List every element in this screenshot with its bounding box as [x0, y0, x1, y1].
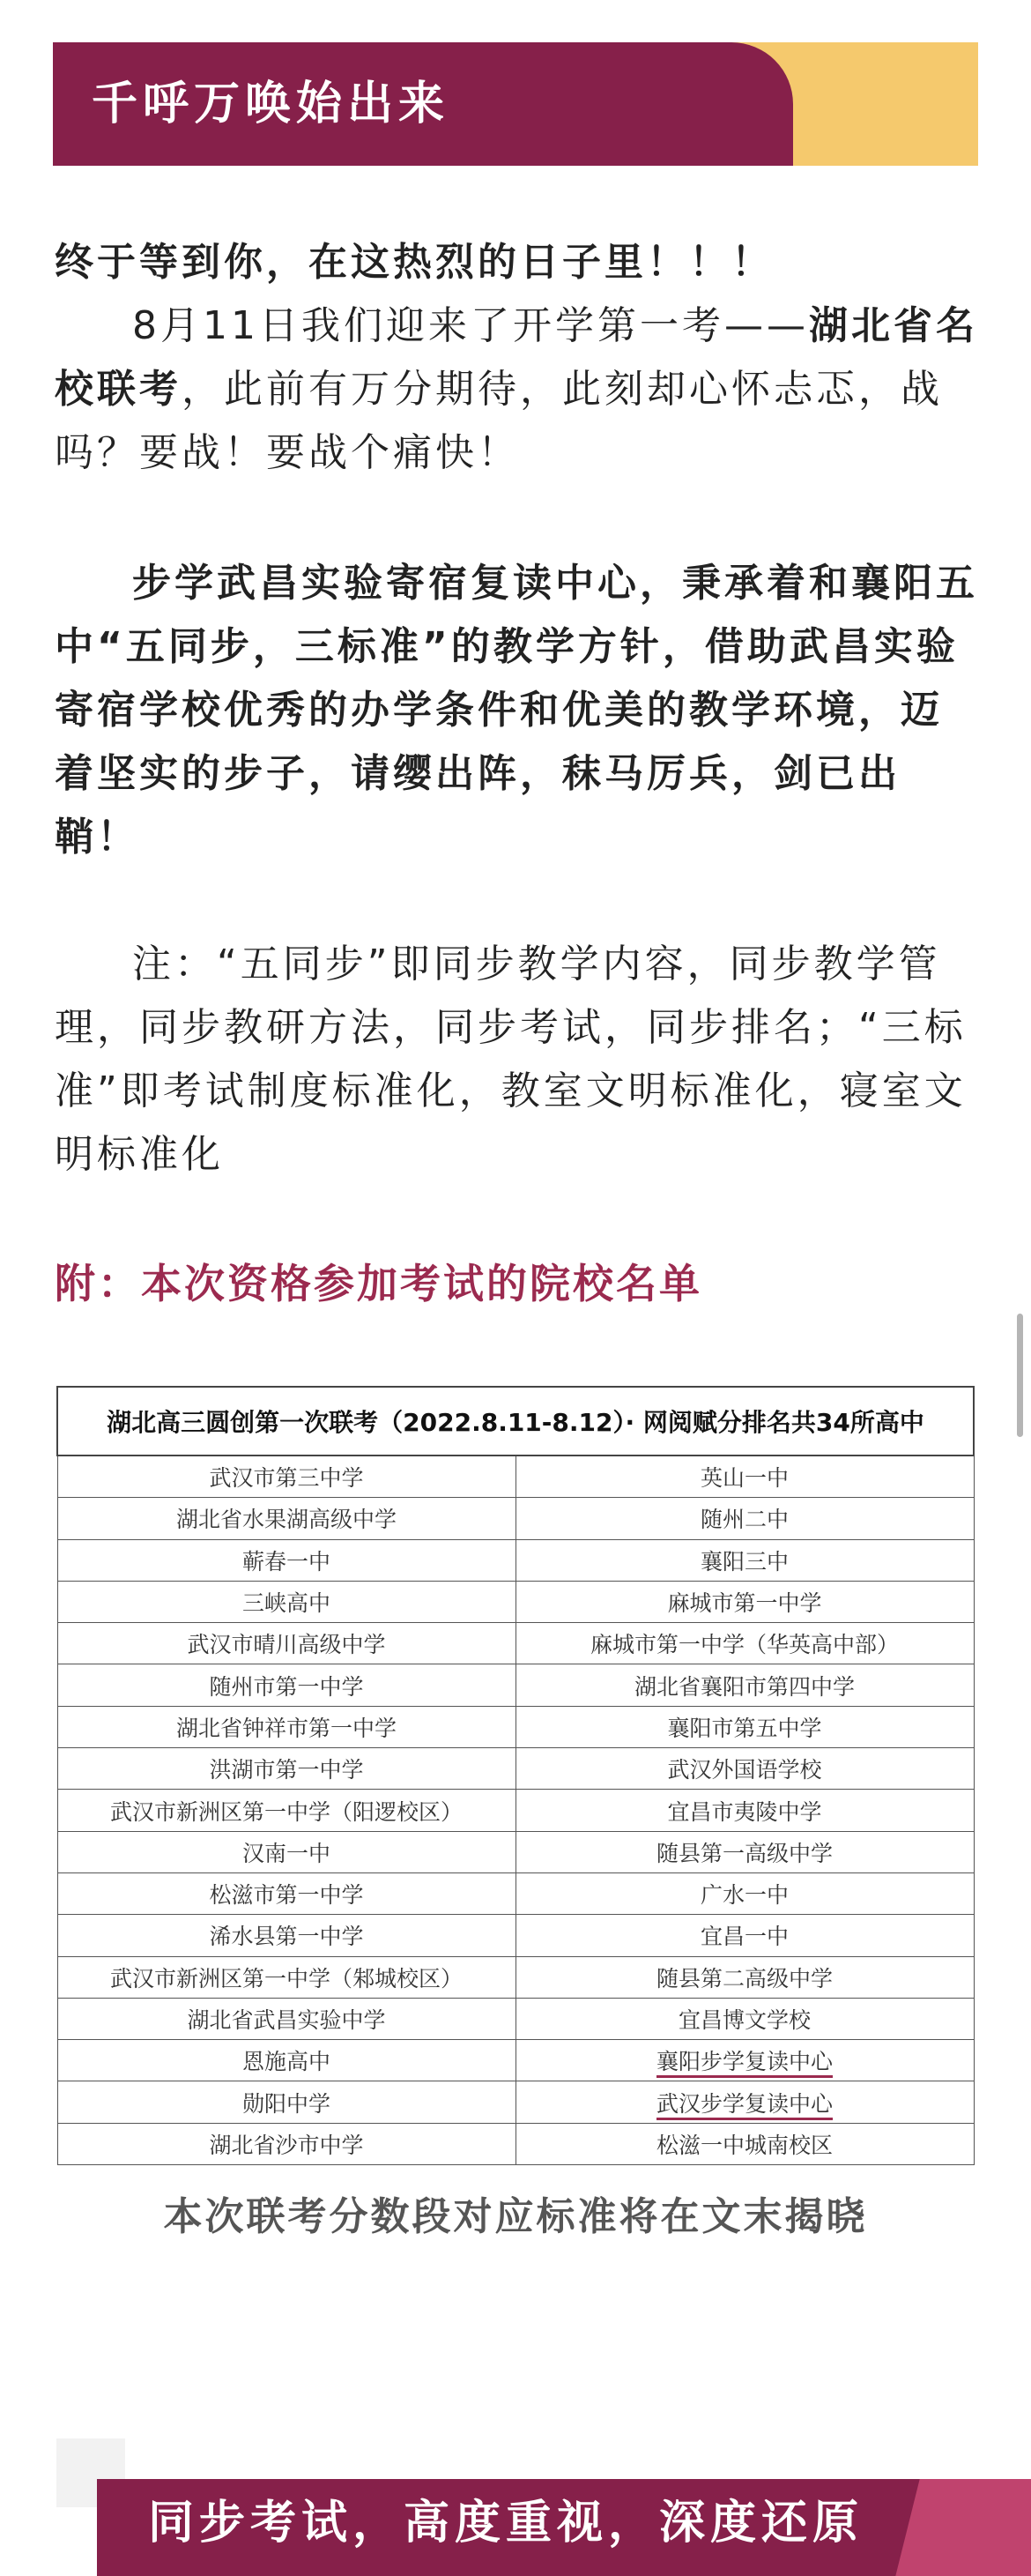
school-name: 武汉步学复读中心	[656, 2091, 833, 2120]
school-name: 恩施高中	[241, 2049, 330, 2075]
appendix-title: 附：本次资格参加考试的院校名单	[55, 1260, 702, 1307]
table-cell	[516, 1456, 974, 1498]
school-name: 蕲春一中	[241, 1548, 330, 1575]
table-row	[57, 2081, 974, 2123]
mission-paragraph: 步学武昌实验寄宿复读中心，秉承着和襄阳五中“五同步，三标准”的教学方针，借助武昌实验寄宿学校优秀的办学条件和优美的教学环境，迈着坚实的步子，请缨出阵，秣马厉兵，剑已出鞘！	[55, 561, 978, 860]
school-name: 勋阳中学	[241, 2090, 330, 2117]
table-cell	[516, 1581, 974, 1622]
school-name: 宜昌博文学校	[678, 2007, 811, 2033]
table-cell	[57, 1581, 516, 1622]
section-banner-2	[97, 2479, 978, 2576]
school-name: 随州二中	[700, 1507, 789, 1533]
note-paragraph: 注：“五同步”即同步教学内容，同步教学管理，同步教研方法，同步考试，同步排名；“三标准”即考试制度标准化，教室文明标准化，寝室文明标准化	[55, 942, 967, 1177]
table-row	[57, 1748, 974, 1790]
school-name: 武汉市新洲区第一中学（阳逻校区）	[109, 1798, 463, 1825]
section-2-title: 同步考试，高度重视，深度还原	[148, 2497, 864, 2550]
table-cell	[516, 1748, 974, 1790]
table-cell	[516, 1790, 974, 1831]
school-list-table-wrap	[56, 1386, 975, 2165]
table-row	[57, 1956, 974, 1998]
school-name: 三峡高中	[241, 1590, 330, 1617]
school-name: 襄阳步学复读中心	[656, 2049, 833, 2078]
exam-name: 湖北省名校联考	[55, 303, 978, 412]
scrollbar[interactable]	[1017, 1314, 1023, 1437]
table-cell	[516, 1539, 974, 1581]
school-name: 武汉市新洲区第一中学（邾城校区）	[109, 1965, 463, 1992]
table-row	[57, 1706, 974, 1747]
school-name: 湖北省沙市中学	[209, 2132, 364, 2158]
table-cell	[516, 1872, 974, 1914]
table-cell	[57, 1872, 516, 1914]
table-cell	[516, 1956, 974, 1998]
table-cell	[57, 1915, 516, 1956]
intro-text-2: ，此前有万分期待，此刻却心怀忐忑，战吗？要战！要战个痛快！	[55, 367, 943, 475]
table-cell	[516, 1998, 974, 2039]
school-name: 随县第二高级中学	[656, 1965, 833, 1992]
table-cell	[57, 1831, 516, 1872]
table-row	[57, 2123, 974, 2164]
section-banner	[53, 42, 978, 166]
school-name: 松滋市第一中学	[209, 1882, 364, 1909]
table-row	[57, 1790, 974, 1831]
table-row	[57, 1581, 974, 1622]
table-cell	[57, 2040, 516, 2081]
banner-dark-panel	[53, 42, 793, 166]
intro-line: 终于等到你，在这热烈的日子里！！！	[55, 240, 774, 285]
table-row	[57, 1498, 974, 1539]
table-cell	[516, 1915, 974, 1956]
table-cell	[57, 1790, 516, 1831]
table-row	[57, 1915, 974, 1956]
school-name: 浠水县第一中学	[209, 1924, 364, 1950]
table-cell	[516, 1706, 974, 1747]
school-name: 洪湖市第一中学	[209, 1757, 364, 1783]
table-cell	[516, 2040, 974, 2081]
school-name: 襄阳市第五中学	[667, 1715, 822, 1741]
table-cell	[516, 1498, 974, 1539]
school-name: 湖北省水果湖高级中学	[175, 1507, 397, 1533]
table-cell	[57, 2123, 516, 2164]
school-name: 汉南一中	[241, 1840, 330, 1866]
table-cell	[57, 1956, 516, 1998]
intro-text-1: 8月11日我们迎来了开学第一考——	[132, 303, 809, 348]
table-cell	[57, 1748, 516, 1790]
school-name: 麻城市第一中学（华英高中部）	[590, 1632, 899, 1658]
school-name: 英山一中	[700, 1465, 789, 1492]
table-cell	[57, 2081, 516, 2123]
school-name: 随县第一高级中学	[656, 1840, 833, 1866]
school-name: 武汉市第三中学	[209, 1465, 364, 1492]
table-cell	[57, 1706, 516, 1747]
school-name: 宜昌市夷陵中学	[667, 1798, 822, 1825]
banner-2-accent	[895, 2479, 1031, 2576]
table-row	[57, 1998, 974, 2039]
table-cell	[57, 1498, 516, 1539]
school-name: 麻城市第一中学	[667, 1590, 822, 1617]
caption: 本次联考分数段对应标准将在文末揭晓	[163, 2194, 868, 2239]
table-row	[57, 1664, 974, 1706]
table-cell	[57, 1998, 516, 2039]
table-cell	[57, 1664, 516, 1706]
school-name: 襄阳三中	[700, 1548, 789, 1575]
school-name: 宜昌一中	[700, 1924, 789, 1950]
table-row	[57, 1623, 974, 1664]
school-name: 武汉外国语学校	[667, 1757, 822, 1783]
school-name: 松滋一中城南校区	[656, 2132, 833, 2158]
table-cell	[57, 1623, 516, 1664]
school-name: 湖北省武昌实验中学	[187, 2007, 386, 2033]
school-list-table	[56, 1386, 975, 2165]
intro-paragraph	[55, 294, 980, 485]
table-row	[57, 1539, 974, 1581]
table-title: 湖北高三圆创第一次联考（2022.8.11-8.12）· 网阅赋分排名共34所高中	[57, 1387, 974, 1456]
table-cell	[57, 1456, 516, 1498]
banner-title: 千呼万唤始出来	[92, 78, 450, 130]
school-name: 湖北省襄阳市第四中学	[634, 1673, 855, 1700]
school-name: 随州市第一中学	[209, 1673, 364, 1700]
table-cell	[57, 1539, 516, 1581]
table-row	[57, 1872, 974, 1914]
school-name: 武汉市晴川高级中学	[187, 1632, 386, 1658]
table-cell	[516, 1831, 974, 1872]
table-row	[57, 2040, 974, 2081]
table-row	[57, 1831, 974, 1872]
school-name: 湖北省钟祥市第一中学	[175, 1715, 397, 1741]
school-name: 广水一中	[700, 1882, 789, 1909]
table-cell	[516, 1623, 974, 1664]
table-cell	[516, 2123, 974, 2164]
table-row	[57, 1456, 974, 1498]
table-body	[57, 1456, 974, 2165]
table-cell	[516, 1664, 974, 1706]
table-cell	[516, 2081, 974, 2123]
